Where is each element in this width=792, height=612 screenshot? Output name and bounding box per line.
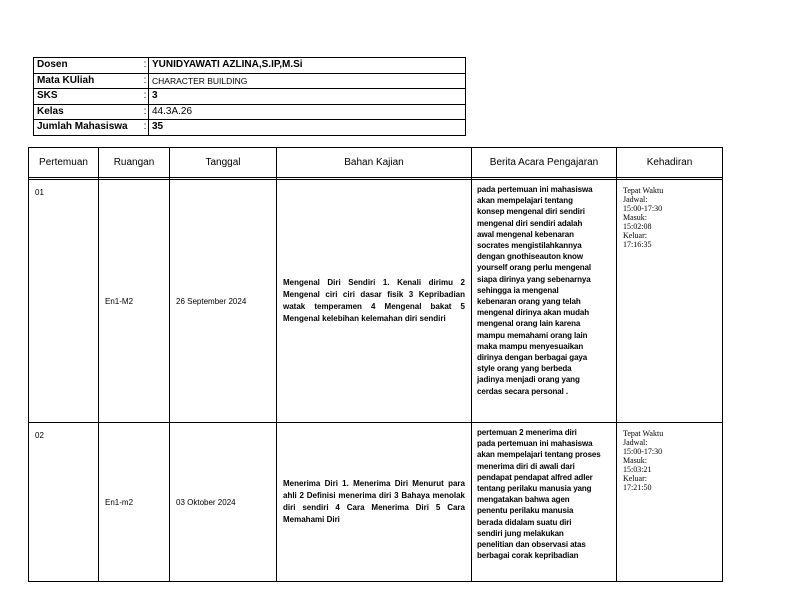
cell-tanggal: 03 Oktober 2024 — [170, 423, 277, 582]
berita-line: konsep mengenal diri sendiri — [477, 207, 585, 217]
info-row-jumlah-mahasiswa — [34, 120, 466, 136]
kehadiran-line: Keluar: — [623, 231, 647, 240]
header-bahan-kajian: Bahan Kajian — [277, 148, 472, 178]
table-row — [29, 180, 723, 423]
kehadiran-line: 17:21:50 — [623, 483, 652, 492]
berita-line: berada didalam suatu diri — [477, 517, 572, 527]
berita-line: dirinya dengan berbagai gaya — [477, 353, 588, 363]
kehadiran-line: Tepat Waktu — [623, 186, 664, 195]
info-label: Kelas — [34, 104, 143, 120]
cell-kehadiran — [617, 423, 723, 582]
info-label: SKS — [34, 89, 143, 105]
berita-line: mampu memahami orang lain — [477, 330, 588, 340]
berita-line: maka mampu menyesuaikan — [477, 341, 584, 351]
kehadiran-line: 15:02:08 — [623, 222, 652, 231]
berita-line: pada pertemuan ini mahasiswa — [477, 185, 593, 194]
table-row — [29, 423, 723, 582]
cell-ruangan: En1-M2 — [99, 180, 170, 423]
info-label: Dosen — [34, 58, 143, 74]
table-header-row — [29, 148, 723, 178]
cell-pertemuan: 01 — [29, 180, 99, 423]
info-sep: : — [142, 89, 149, 105]
header-pertemuan: Pertemuan — [29, 148, 99, 178]
kehadiran-line: 15:03:21 — [623, 465, 652, 474]
berita-line: mengatakan bahwa agen — [477, 495, 570, 505]
berita-line: penentu perilaku manusia — [477, 506, 574, 516]
info-row-dosen — [34, 58, 466, 74]
info-sep: : — [142, 104, 149, 120]
berita-line: pada pertemuan ini mahasiswa — [477, 439, 593, 449]
info-value: CHARACTER BUILDING — [149, 73, 466, 89]
berita-line: mengenal orang lain karena — [477, 319, 581, 329]
berita-line: sendiri jung melakukan — [477, 528, 564, 538]
cell-kehadiran — [617, 180, 723, 423]
berita-line: cerdas secara personal . — [477, 386, 568, 396]
kehadiran-line: Keluar: — [623, 474, 647, 483]
header-tanggal: Tanggal — [170, 148, 277, 178]
cell-bahan-kajian: Mengenal Diri Sendiri 1. Kenali dirimu 2 Mengenal ciri ciri dasar fisik 3 Kepribadian watak temperamen 4 Mengenal bakat 5 Mengenal kelebihan kelemahan diri sendiri — [277, 180, 472, 423]
info-value: 35 — [149, 120, 466, 136]
info-row-kelas — [34, 104, 466, 120]
cell-ruangan: En1-m2 — [99, 423, 170, 582]
kehadiran-line: 17:16:35 — [623, 240, 652, 249]
berita-line: akan mempelajari tentang proses — [477, 450, 601, 460]
berita-line: socrates mengistilahkannya — [477, 241, 582, 251]
berita-line: jadinya menjadi orang yang — [477, 375, 580, 385]
berita-line: berbagai corak kepribadian — [477, 551, 579, 561]
kehadiran-line: 15:00-17:30 — [623, 447, 663, 456]
berita-line: penelitian dan observasi atas — [477, 540, 586, 550]
berita-line: akan mempelajari tentang — [477, 196, 573, 206]
header-berita-acara: Berita Acara Pengajaran — [472, 148, 617, 178]
kehadiran-line: Jadwal: — [623, 438, 648, 447]
berita-line: dengan gnothiseauton know — [477, 252, 583, 262]
header-ruangan: Ruangan — [99, 148, 170, 178]
berita-line: mengenal diri sendiri adalah — [477, 218, 583, 228]
header-kehadiran: Kehadiran — [617, 148, 723, 178]
cell-berita-acara — [472, 180, 617, 423]
cell-pertemuan: 02 — [29, 423, 99, 582]
berita-line: mengenal dirinya akan mudah — [477, 308, 589, 318]
kehadiran-line: Jadwal: — [623, 195, 648, 204]
kehadiran-line: 15:00-17:30 — [623, 204, 663, 213]
berita-line: tentang perilaku manusia yang — [477, 484, 592, 494]
info-value: YUNIDYAWATI AZLINA,S.IP,M.Si — [149, 58, 466, 74]
berita-line: pertemuan 2 menerima diri — [477, 428, 577, 437]
berita-line: yourself orang perlu mengenal — [477, 263, 592, 273]
info-row-mata-kuliah — [34, 73, 466, 89]
berita-line: pendapat pendapat alfred adler — [477, 472, 593, 482]
info-label: Mata KUliah — [34, 73, 143, 89]
info-row-sks — [34, 89, 466, 105]
course-info-table — [33, 57, 466, 136]
info-label: Jumlah Mahasiswa — [34, 120, 143, 136]
info-sep: : — [142, 73, 149, 89]
info-value: 3 — [149, 89, 466, 105]
kehadiran-line: Tepat Waktu — [623, 429, 664, 438]
kehadiran-line: Masuk: — [623, 213, 647, 222]
cell-bahan-kajian: Menerima Diri 1. Menerima Diri Menurut para ahli 2 Definisi menerima diri 3 Bahaya menolak diri sendiri 4 Cara Menerima Diri 5 Cara Memahami Diri — [277, 423, 472, 582]
attendance-table — [28, 147, 723, 582]
berita-line: menerima diri di awali dari — [477, 461, 575, 471]
berita-line: style orang yang berbeda — [477, 364, 572, 374]
berita-line: kebenaran orang yang telah — [477, 297, 581, 307]
berita-line: sehingga ia mengenal — [477, 285, 559, 295]
info-sep: : — [142, 58, 149, 74]
berita-line: siapa dirinya yang sebenarnya — [477, 274, 591, 284]
berita-line: awal mengenal kebenaran — [477, 229, 574, 239]
cell-tanggal: 26 September 2024 — [170, 180, 277, 423]
info-value: 44.3A.26 — [149, 104, 466, 120]
cell-berita-acara — [472, 423, 617, 582]
info-sep: : — [142, 120, 149, 136]
kehadiran-line: Masuk: — [623, 456, 647, 465]
